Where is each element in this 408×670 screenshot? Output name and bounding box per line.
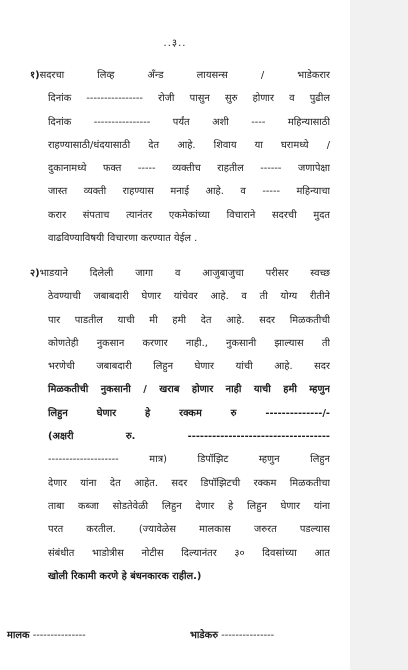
clause-2-line-1 <box>30 262 330 285</box>
clause-2-line-13: संबंधीत भाडोत्रीस नोटीस दिल्यानंतर ३० दिवसांच्या आत <box>48 547 330 559</box>
clause-2-line-12: परत करतील. (ज्यावेळेस मालकास जरुरत पडल्यास <box>48 524 330 536</box>
clause-1-line-3: दिनांक ---------------- पर्यंत अशी ---- महिन्यासाठी <box>48 116 330 128</box>
owner-label: मालक <box>7 630 30 641</box>
clause-1-line-6: जास्त व्यक्ती राहण्यास मनाई आहे. व ----- महिन्याचा <box>48 186 330 198</box>
clause-1-line-5: दुकानामध्ये फक्त ----- व्यक्तीच राहतील ------ जणापेक्षा <box>48 163 330 175</box>
clause-2-number: २) <box>30 268 40 279</box>
clause-1-line-1-text: सदरचा लिव्ह अँन्ड लायसन्स / भाडेकरार <box>39 70 330 81</box>
owner-signature-line: --------------- <box>32 630 86 641</box>
clause-2-line-5: भरणेची जबाबदारी लिहुन घेणार यांची आहे. सदर <box>48 361 330 373</box>
clause-2-line-14: खोली रिकामी करणे हे बंधनकारक राहील.) <box>48 570 202 582</box>
clause-1-line-8: वाढविण्याविषयी विचारणा करण्यात येईल . <box>48 233 198 245</box>
clause-1-line-2: दिनांक ---------------- रोजी पासुन सुरु होणार व पुढील <box>48 93 330 105</box>
clause-1-line-4: राहण्यासाठी/धंदयासाठी देत आहे. शिवाय या घरामध्ये / <box>48 139 330 151</box>
clause-2-line-1-text: भाडयाने दिलेली जागा व आजुबाजुचा परीसर स्वच्छ <box>39 268 330 279</box>
clause-1 <box>30 64 330 250</box>
clause-2-line-11: ताबा कब्जा सोडतेवेळी लिहुन देणार हे लिहुन घेणार यांना <box>48 500 330 512</box>
clause-2-line-10: देणार यांना देत आहेत. सदर डिपॉझिटची रक्कम मिळकतीचा <box>48 477 330 489</box>
clause-2-line-3: पार पाडतील याची मी हमी देत आहे. सदर मिळकतीची <box>48 314 330 326</box>
clause-2-line-2: ठेवण्याची जबाबदारी घेणार यांचेवर आहे. व ती योग्य रीतीने <box>48 291 330 303</box>
clause-2-line-9: -------------------- मात्र) डिपॉझिट म्हणुन लिहुन <box>48 454 330 466</box>
clause-2-line-7: लिहुन घेणार हे रक्कम रु --------------/- <box>48 407 330 419</box>
clause-2 <box>30 262 330 588</box>
clause-2-line-6: मिळकतीची नुकसानी / खराब होणार नाही याची हमी म्हणुन <box>48 384 330 396</box>
tenant-signature <box>190 628 274 641</box>
clause-2-line-4: कोणतेही नुकसान करणार नाही., नुकसानी झाल्यास ती <box>48 337 330 349</box>
clause-1-number: १) <box>30 70 40 81</box>
clause-1-line-7: करार संपताच त्यानंतर एकमेकांच्या विचाराने सदरची मुदत <box>48 209 330 221</box>
owner-signature <box>7 628 86 641</box>
tenant-signature-line: --------------- <box>221 630 275 641</box>
page-number: ..३.. <box>163 38 187 49</box>
clause-1-line-1 <box>30 64 330 87</box>
clause-2-line-8: (अक्षरी रु. ----------------------------------- <box>48 431 330 443</box>
tenant-label: भाडेकरु <box>190 630 219 641</box>
